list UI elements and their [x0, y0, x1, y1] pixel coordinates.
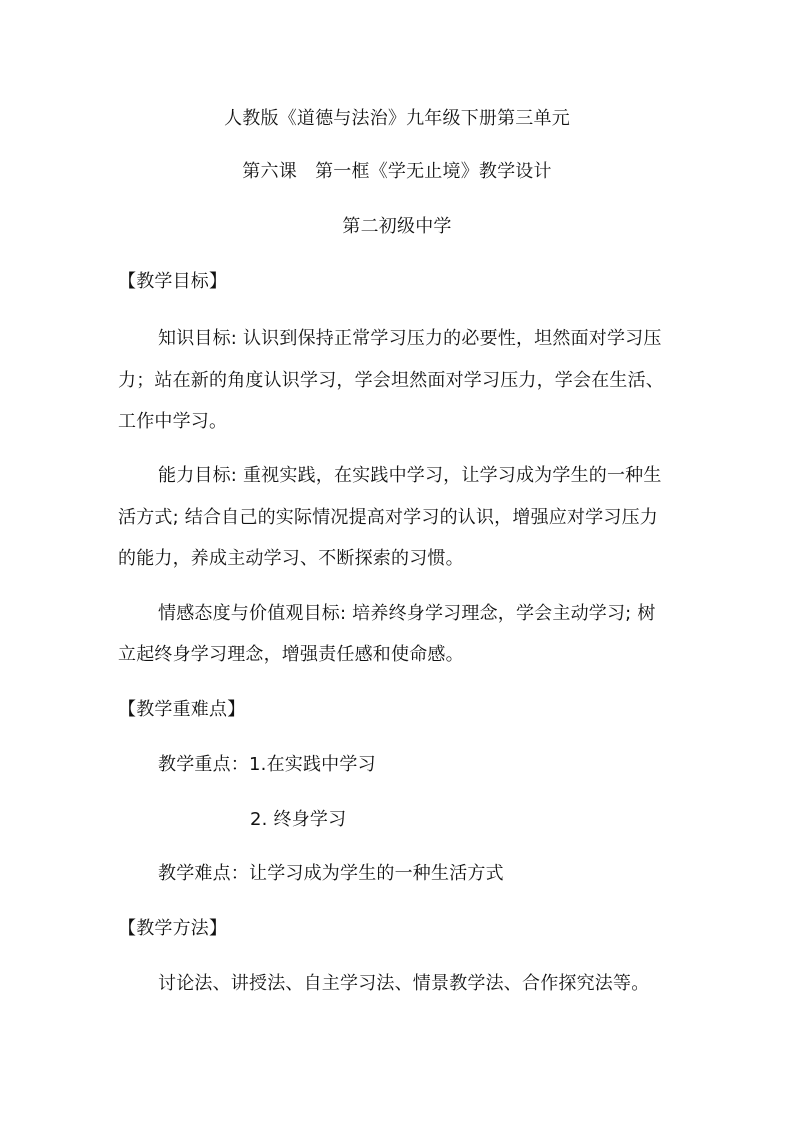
difficult-point: 教学难点：让学习成为学生的一种生活方式 — [158, 863, 504, 884]
knowledge-goal-line-1: 知识目标: 认识到保持正常学习压力的必要性，坦然面对学习压 — [158, 328, 662, 349]
attitude-goal-line-1: 情感态度与价值观目标: 培养终身学习理念，学会主动学习; 树 — [158, 603, 656, 624]
section-heading-methods: 【教学方法】 — [118, 918, 228, 939]
document-title-line-2: 第六课 第一框《学无止境》教学设计 — [242, 161, 552, 182]
document-title-line-1: 人教版《道德与法治》九年级下册第三单元 — [224, 108, 570, 129]
attitude-goal-line-2: 立起终身学习理念，增强责任感和使命感。 — [118, 644, 464, 665]
section-heading-keypoints: 【教学重难点】 — [118, 699, 246, 720]
key-point-2: 2. 终身学习 — [250, 809, 347, 830]
knowledge-goal-line-2: 力；站在新的角度认识学习，学会坦然面对学习压力，学会在生活、 — [118, 370, 664, 391]
teaching-methods: 讨论法、讲授法、自主学习法、情景教学法、合作探究法等。 — [158, 973, 650, 994]
ability-goal-line-2: 活方式; 结合自己的实际情况提高对学习的认识，增强应对学习压力 — [118, 507, 658, 528]
school-name: 第二初级中学 — [342, 216, 452, 237]
ability-goal-line-1: 能力目标: 重视实践，在实践中学习，让学习成为学生的一种生 — [158, 465, 662, 486]
ability-goal-line-3: 的能力，养成主动学习、不断探索的习惯。 — [118, 548, 464, 569]
key-point-1: 教学重点：1.在实践中学习 — [158, 754, 376, 775]
knowledge-goal-line-3: 工作中学习。 — [118, 411, 228, 432]
section-heading-goals: 【教学目标】 — [118, 271, 228, 292]
